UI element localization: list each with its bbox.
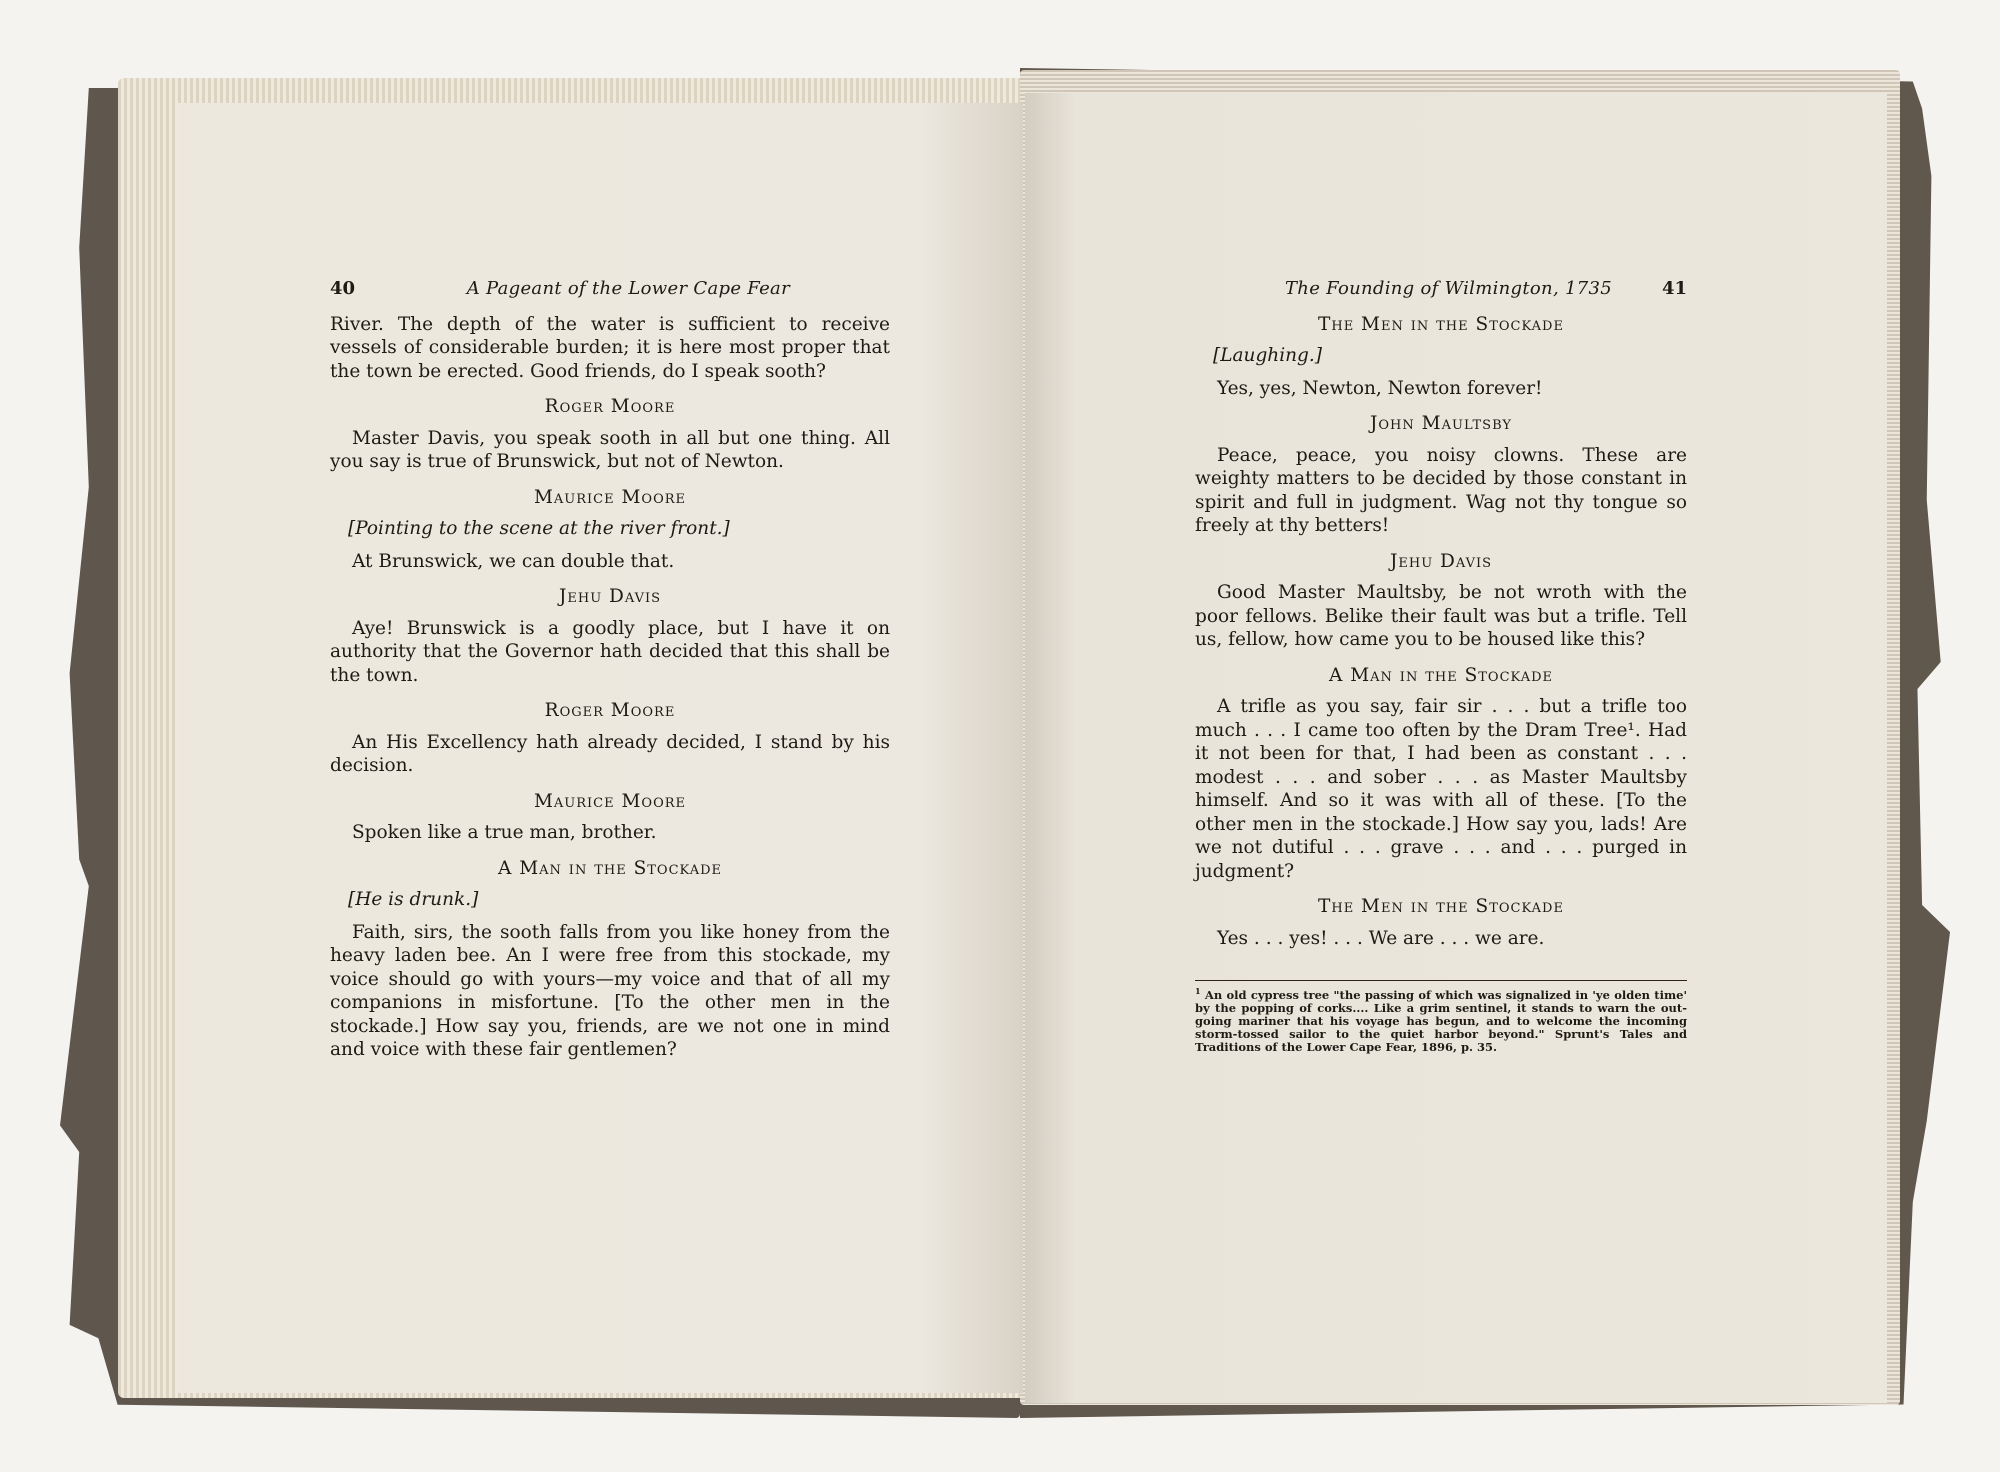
left-page-text	[330, 277, 890, 1071]
running-title-right: The Founding of Wilmington, 1735	[1285, 278, 1612, 299]
text-block: At Brunswick, we can double that.	[352, 550, 675, 572]
stage-direction: [He is drunk.]	[348, 889, 479, 910]
speaker-name: John Maultsby	[1369, 413, 1512, 434]
footnote	[1195, 980, 1687, 1054]
text-block: Yes, yes, Newton, Newton forever!	[1217, 377, 1543, 399]
text-block: Good Master Maultsby, be not wroth with the poor fellows. Belike their fault was but a trifle. Tell us, fellow, how came you to be housed like this?	[1195, 582, 1687, 650]
speaker-name: The Men in the Stockade	[1318, 313, 1564, 335]
text-block: Aye! Brunswick is a goodly place, but I have it on authority that the Governor hath decided that this shall be the town.	[330, 617, 890, 686]
stage-direction: [Laughing.]	[1213, 345, 1322, 366]
speaker-name: A Man in the Stockade	[497, 857, 723, 879]
speaker-name: Roger Moore	[544, 700, 676, 721]
page-number-right: 41	[1661, 278, 1687, 299]
speaker-name: Roger Moore	[544, 396, 676, 417]
page-number-left: 40	[330, 278, 356, 299]
text-block: A trifle as you say, fair sir . . . but a trifle too much . . . I came too often by the Dram Tree¹. Had it not been for that, I had been as constant . . . modest . . . and sober . . . as Master Maultsby himself. And so it was with all of these. [To the other men in the stockade.] How say you, lads! Are we not dutiful . . . grave . . . and . . . purged in judgment?	[1195, 696, 1687, 882]
text-block: Master Davis, you speak sooth in all but one thing. All you say is true of Brunswick, but not of Newton.	[330, 427, 890, 472]
speaker-name: Maurice Moore	[533, 790, 687, 812]
right-running-head	[1195, 277, 1687, 301]
speaker-name: A Man in the Stockade	[1328, 664, 1554, 686]
text-block: River. The depth of the water is sufficient to receive vessels of considerable burden; it is here most proper that the town be erected. Good friends, do I speak sooth?	[330, 313, 890, 382]
text-block: Spoken like a true man, brother.	[352, 822, 657, 843]
footnote-mark: 1	[1195, 986, 1201, 996]
running-title-left: A Pageant of the Lower Cape Fear	[466, 278, 790, 299]
left-running-head	[330, 277, 890, 301]
speaker-name: The Men in the Stockade	[1318, 896, 1564, 917]
speaker-name: Jehu Davis	[558, 586, 662, 607]
speaker-name: Maurice Moore	[533, 486, 687, 508]
right-page-text	[1195, 277, 1687, 1054]
text-block: Yes . . . yes! . . . We are . . . we are.	[1217, 927, 1545, 949]
speaker-name: Jehu Davis	[1389, 550, 1493, 572]
footnote-text: An old cypress tree "the passing of which was signalized in 'ye olden time' by the popping of corks.... Like a grim sentinel, it stands to warn the out-going mariner that his voyage has begun, and to welcome the incoming storm-tossed sailor to the quiet harbor beyond." Sprunt's Tales and Traditions of the Lower Cape Fear, 1896, p. 35.	[1195, 987, 1687, 1054]
text-block: Peace, peace, you noisy clowns. These are weighty matters to be decided by those constant in spirit and full in judgment. Wag not thy tongue so freely at thy betters!	[1195, 444, 1687, 536]
text-block: An His Excellency hath already decided, I stand by his decision.	[330, 731, 890, 776]
stage-direction: [Pointing to the scene at the river front.]	[348, 518, 730, 539]
text-block: Faith, sirs, the sooth falls from you like honey from the heavy laden bee. An I were free from this stockade, my voice should go with yours—my voice and that of all my companions in misfortune. [To the other men in the stockade.] How say you, friends, are we not one in mind and voice with these fair gentlemen?	[330, 921, 890, 1060]
